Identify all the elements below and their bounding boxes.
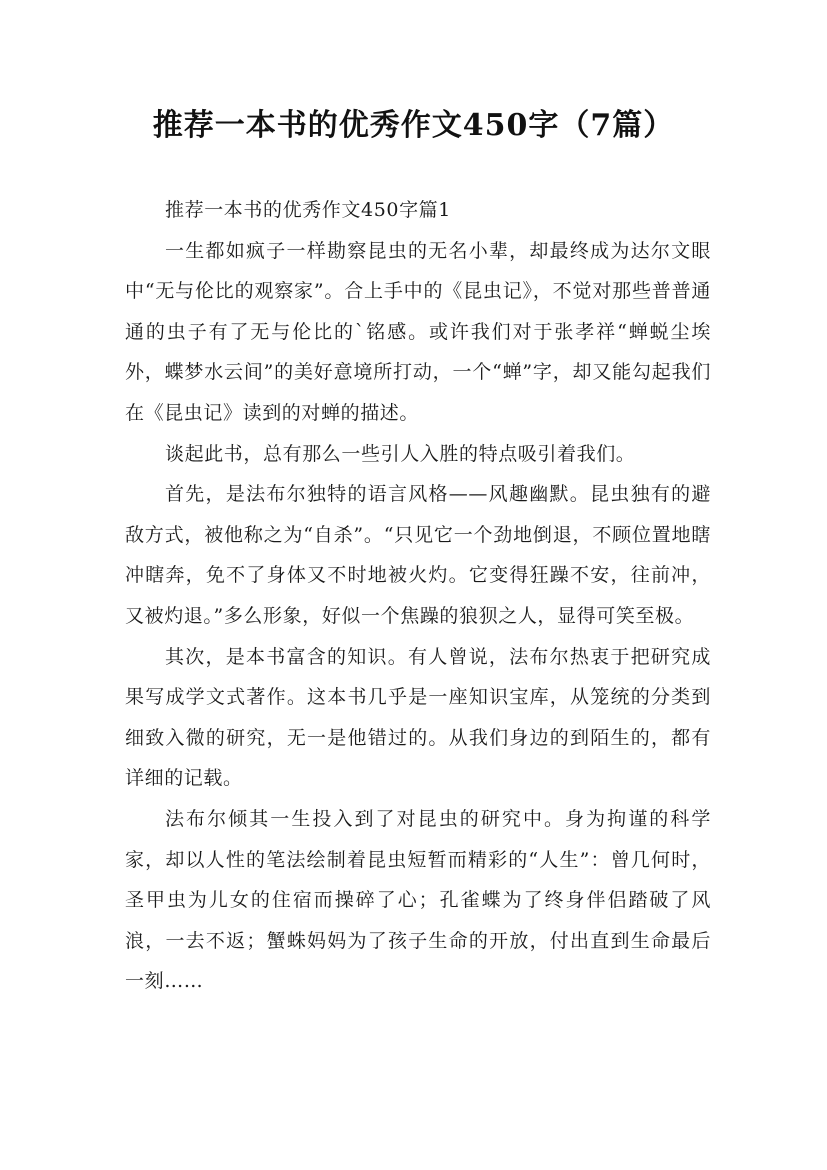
document-body	[125, 190, 711, 1002]
paragraph-5: 法布尔倾其一生投入到了对昆虫的研究中。身为拘谨的科学家，却以人性的笔法绘制着昆虫短暂而精彩的“人生”：曾几何时，圣甲虫为儿女的住宿而操碎了心；孔雀蝶为了终身伴侣踏破了风浪，一去不返；蟹蛛妈妈为了孩子生命的开放，付出直到生命最后一刻……	[125, 807, 711, 993]
paragraph-1: 一生都如疯子一样勘察昆虫的无名小辈，却最终成为达尔文眼中“无与伦比的观察家”。合上手中的《昆虫记》，不觉对那些普普通通的虫子有了无与伦比的`铭感。或许我们对于张孝祥“蝉蜕尘埃外，蝶梦水云间”的美好意境所打动，一个“蝉”字，却又能勾起我们在《昆虫记》读到的对蝉的描述。	[125, 239, 711, 424]
section-heading: 推荐一本书的优秀作文450字篇1	[165, 199, 451, 221]
paragraph-2: 谈起此书，总有那么一些引人入胜的特点吸引着我们。	[165, 442, 636, 465]
document-title: 推荐一本书的优秀作文450字（7篇）	[152, 108, 675, 143]
paragraph-3: 首先，是法布尔独特的语言风格——风趣幽默。昆虫独有的避敌方式，被他称之为“自杀”。“只见它一个劲地倒退，不顾位置地瞎冲瞎奔，免不了身体又不时地被火灼。它变得狂躁不安，往前冲，又被灼退。”多么形象，好似一个焦躁的狼狈之人，显得可笑至极。	[125, 483, 711, 627]
paragraph-4: 其次，是本书富含的知识。有人曾说，法布尔热衷于把研究成果写成学文式著作。这本书几乎是一座知识宝库，从笼统的分类到细致入微的研究，无一是他错过的。从我们身边的到陌生的，都有详细的记载。	[125, 645, 711, 790]
